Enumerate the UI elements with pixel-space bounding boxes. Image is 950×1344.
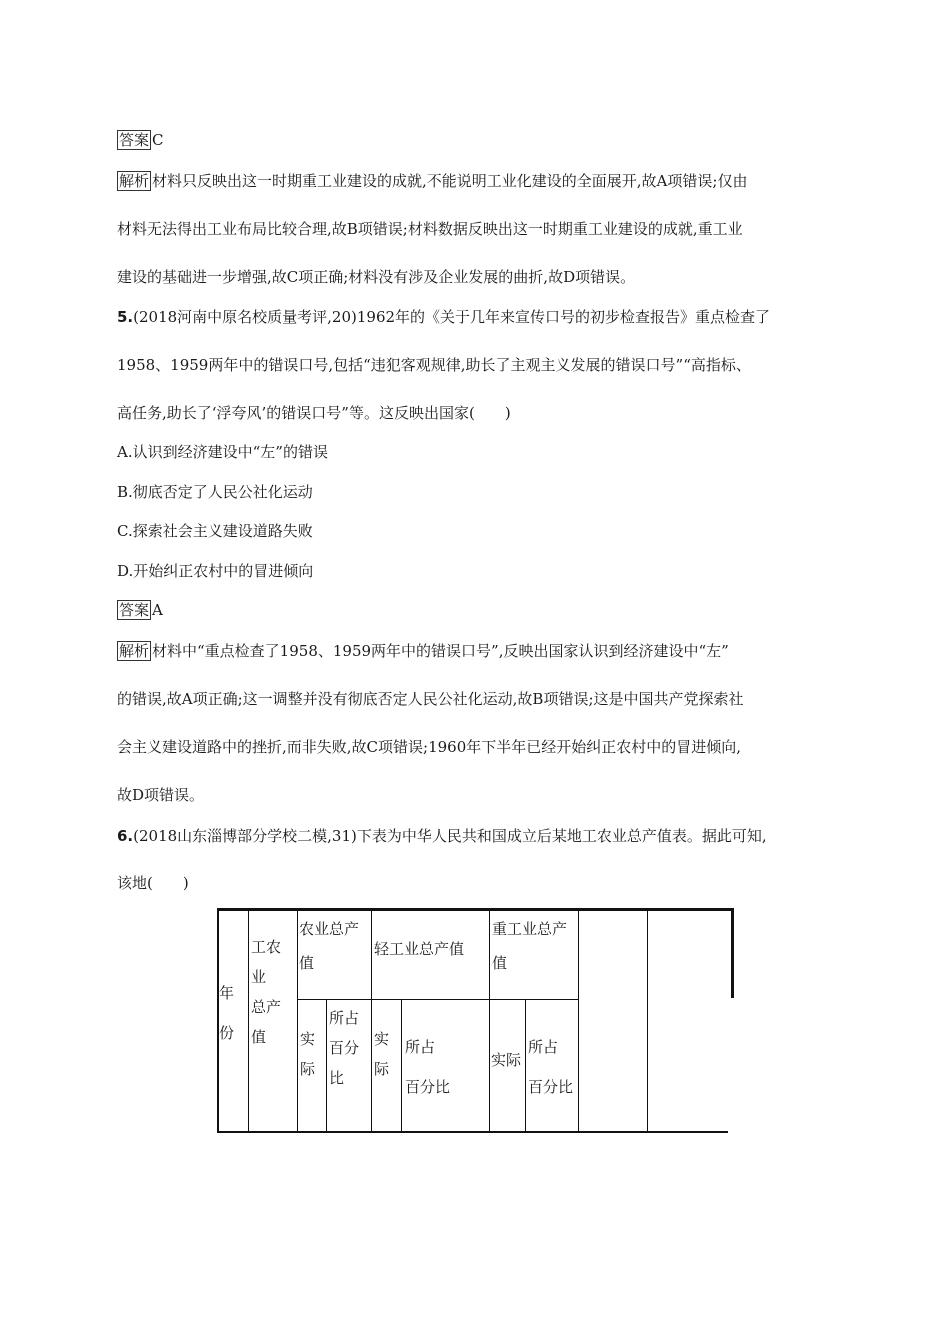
table-col-line <box>297 908 298 1133</box>
table-subheader-line <box>297 999 578 1000</box>
table-subheader-agri-actual: 实 际 <box>300 1030 316 1078</box>
analysis-text: 材料只反映出这一时期重工业建设的成就,不能说明工业化建设的全面展开,故A项错误;仅由 <box>152 172 748 190</box>
option-d: D.开始纠正农村中的冒进倾向 <box>117 562 314 580</box>
table-header-heavy-industry: 重工业总产 值 <box>492 920 568 972</box>
table-subheader-light-percent: 所占 百分比 <box>405 1038 451 1096</box>
question-5-stem-3: 高任务,助长了‘浮夸风’的错误口号”等。这反映出国家( ) <box>117 404 511 422</box>
answer-tag: 答案 <box>119 601 150 619</box>
question-number: 5. <box>117 308 134 326</box>
table-col-line <box>248 908 249 1133</box>
table-subheader-light-actual: 实 际 <box>374 1030 390 1078</box>
answer-value: A <box>152 601 163 619</box>
table-col-line <box>489 908 490 1133</box>
question-text: (2018河南中原名校质量考评,20)1962年的《关于几年来宣传口号的初步检查报告》重点检查了 <box>133 308 771 326</box>
analysis-text: 材料中“重点检查了1958、1959两年中的错误口号”,反映出国家认识到经济建设中“左” <box>152 642 729 660</box>
question-6-stem-2: 该地( ) <box>117 874 189 892</box>
table-header-light-industry: 轻工业总产值 <box>374 940 465 958</box>
table-col-line <box>326 999 327 1133</box>
analysis-line-q5-3: 会主义建设道路中的挫折,而非失败,故C项错误;1960年下半年已经开始纠正农村中的冒进倾向, <box>117 738 742 756</box>
table-col-line <box>578 908 579 1133</box>
analysis-line-q5-4: 故D项错误。 <box>117 786 205 804</box>
analysis-tag: 解析 <box>119 172 150 190</box>
table-top-border <box>217 908 734 911</box>
table-col-line <box>647 908 648 1133</box>
table-col-line <box>401 999 402 1133</box>
question-text: (2018山东淄博部分学校二模,31)下表为中华人民共和国成立后某地工农业总产值表。据此可知, <box>133 827 767 845</box>
option-b: B.彻底否定了人民公社化运动 <box>117 483 313 501</box>
analysis-line-q4-3: 建设的基础进一步增强,故C项正确;材料没有涉及企业发展的曲折,故D项错误。 <box>117 268 636 286</box>
table-subheader-heavy-percent: 所占 百分比 <box>528 1038 574 1096</box>
analysis-tag: 解析 <box>119 642 150 660</box>
answer-value: C <box>152 131 164 149</box>
table-col-line <box>371 908 372 1133</box>
table-header-agriculture: 农业总产 值 <box>299 920 360 972</box>
table-subheader-agri-percent: 所占 百分 比 <box>329 1009 360 1087</box>
table-subheader-heavy-actual: 实际 <box>491 1051 522 1069</box>
table-col-line <box>525 999 526 1133</box>
table-header-year: 年 份 <box>219 984 235 1042</box>
question-5-stem-2: 1958、1959两年中的错误口号,包括“违犯客观规律,助长了主观主义发展的错误口号”“高指标、 <box>117 356 751 374</box>
answer-tag: 答案 <box>119 131 150 149</box>
option-c: C.探索社会主义建设道路失败 <box>117 522 313 540</box>
analysis-line-q5-2: 的错误,故A项正确;这一调整并没有彻底否定人民公社化运动,故B项错误;这是中国共产党探索社 <box>117 690 744 708</box>
question-number: 6. <box>117 827 134 845</box>
table-right-border <box>731 908 734 998</box>
option-a: A.认识到经济建设中“左”的错误 <box>117 443 328 461</box>
analysis-line-q4-2: 材料无法得出工业布局比较合理,故B项错误;材料数据反映出这一时期重工业建设的成就,重工业 <box>117 220 743 238</box>
table-bottom-border <box>217 1131 728 1133</box>
table-header-total: 工农 业 总产 值 <box>251 938 282 1046</box>
